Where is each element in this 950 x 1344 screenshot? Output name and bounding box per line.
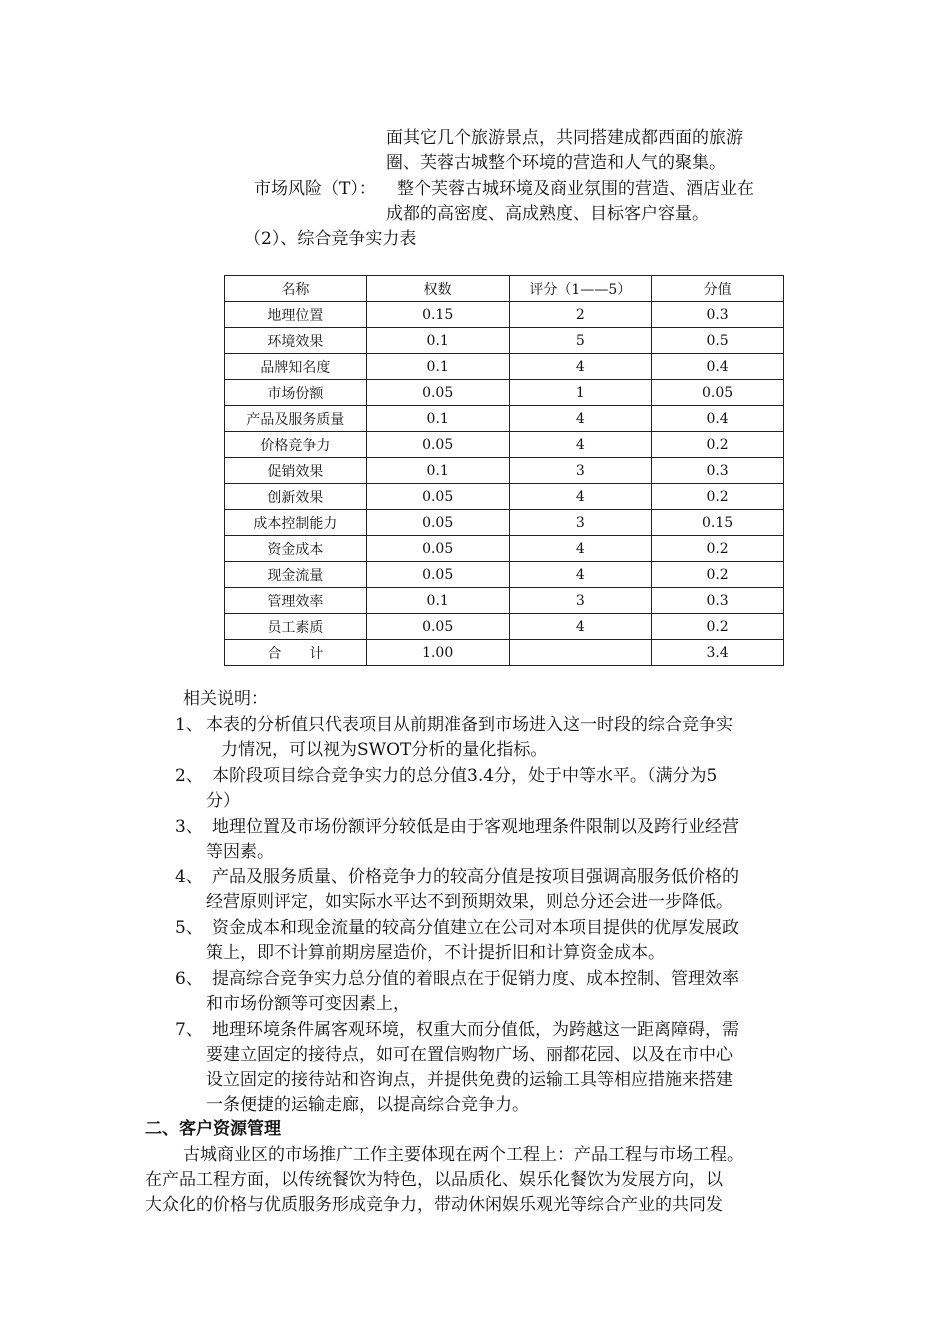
notes-title: 相关说明： [183, 689, 268, 709]
cell-score: 4 [509, 432, 652, 458]
cell-value: 0.2 [652, 536, 784, 562]
cell-value: 3.4 [652, 640, 784, 666]
cell-name: 成本控制能力 [225, 510, 367, 536]
table-row [225, 328, 784, 354]
note-num-5: 5、 [175, 918, 203, 938]
cell-name: 合 计 [225, 640, 367, 666]
table-row [225, 562, 784, 588]
cell-value: 0.2 [652, 432, 784, 458]
risk-label: 市场风险（T）： [254, 179, 376, 199]
table-row [225, 302, 784, 328]
table-row [225, 614, 784, 640]
cell-score: 4 [509, 562, 652, 588]
cell-score: 3 [509, 588, 652, 614]
intro-line-1: 面其它几个旅游景点，共同搭建成都西面的旅游 [386, 128, 743, 148]
table-row [225, 458, 784, 484]
header-score: 评分（1——5） [509, 276, 652, 302]
cell-name: 促销效果 [225, 458, 367, 484]
paragraph-line: 在产品工程方面，以传统餐饮为特色，以品质化、娱乐化餐饮为发展方向，以 [145, 1170, 723, 1190]
note-line: 提高综合竞争实力总分值的着眼点在于促销力度、成本控制、管理效率 [212, 969, 739, 989]
cell-value: 0.4 [652, 406, 784, 432]
cell-value: 0.3 [652, 458, 784, 484]
cell-name: 市场份额 [225, 380, 367, 406]
cell-weight: 0.05 [366, 562, 509, 588]
note-line: 和市场份额等可变因素上， [206, 994, 410, 1014]
note-line: 力情况，可以视为SWOT分析的量化指标。 [221, 740, 548, 760]
note-line: 一条便捷的运输走廊，以提高综合竞争力。 [206, 1095, 529, 1115]
paragraph-line: 大众化的价格与优质服务形成竞争力，带动休闲娱乐观光等综合产业的共同发 [145, 1195, 723, 1215]
table-row [225, 406, 784, 432]
cell-score: 4 [509, 406, 652, 432]
cell-weight: 0.1 [366, 406, 509, 432]
note-line: 产品及服务质量、价格竞争力的较高分值是按项目强调高服务低价格的 [212, 867, 739, 887]
note-line: 经营原则评定，如实际水平达不到预期效果，则总分还会进一步降低。 [206, 892, 733, 912]
cell-score: 2 [509, 302, 652, 328]
cell-name: 创新效果 [225, 484, 367, 510]
cell-weight: 0.05 [366, 510, 509, 536]
note-line: 要建立固定的接待点，如可在置信购物广场、丽都花园、以及在市中心 [206, 1045, 733, 1065]
note-num-6: 6、 [175, 969, 203, 989]
table-row [225, 354, 784, 380]
header-weight: 权数 [366, 276, 509, 302]
note-line: 地理环境条件属客观环境，权重大而分值低，为跨越这一距离障碍，需 [212, 1020, 739, 1040]
competitiveness-table [224, 275, 784, 666]
cell-value: 0.3 [652, 302, 784, 328]
header-name: 名称 [225, 276, 367, 302]
note-num-3: 3、 [175, 817, 203, 837]
cell-weight: 0.1 [366, 354, 509, 380]
cell-name: 资金成本 [225, 536, 367, 562]
table-row [225, 484, 784, 510]
cell-weight: 1.00 [366, 640, 509, 666]
table-header-row [225, 276, 784, 302]
cell-value: 0.05 [652, 380, 784, 406]
note-line: 策上，即不计算前期房屋造价，不计提折旧和计算资金成本。 [206, 943, 665, 963]
cell-weight: 0.05 [366, 432, 509, 458]
cell-name: 价格竞争力 [225, 432, 367, 458]
cell-value: 0.4 [652, 354, 784, 380]
note-line: 资金成本和现金流量的较高分值建立在公司对本项目提供的优厚发展政 [212, 918, 739, 938]
cell-name: 现金流量 [225, 562, 367, 588]
cell-weight: 0.1 [366, 588, 509, 614]
note-num-2: 2、 [175, 766, 203, 786]
cell-value: 0.5 [652, 328, 784, 354]
risk-line-2: 成都的高密度、高成熟度、目标客户容量。 [386, 204, 709, 224]
cell-score: 5 [509, 328, 652, 354]
cell-weight: 0.05 [366, 536, 509, 562]
intro-line-2: 圈、芙蓉古城整个环境的营造和人气的聚集。 [386, 153, 726, 173]
table-row [225, 510, 784, 536]
cell-name: 员工素质 [225, 614, 367, 640]
cell-name: 品牌知名度 [225, 354, 367, 380]
cell-name: 管理效率 [225, 588, 367, 614]
cell-score: 4 [509, 614, 652, 640]
paragraph-line: 古城商业区的市场推广工作主要体现在两个工程上：产品工程与市场工程。 [183, 1145, 744, 1165]
cell-name: 产品及服务质量 [225, 406, 367, 432]
note-line: 地理位置及市场份额评分较低是由于客观地理条件限制以及跨行业经营 [212, 817, 739, 837]
cell-value: 0.2 [652, 614, 784, 640]
note-line: 本阶段项目综合竞争实力的总分值3.4分，处于中等水平。（满分为5 [212, 766, 718, 786]
note-num-1: 1、 [175, 715, 203, 735]
table-total-row [225, 640, 784, 666]
table-row [225, 432, 784, 458]
cell-value: 0.2 [652, 484, 784, 510]
cell-value: 0.2 [652, 562, 784, 588]
note-line: 等因素。 [206, 842, 274, 862]
cell-score [509, 640, 652, 666]
table-row [225, 588, 784, 614]
cell-weight: 0.1 [366, 458, 509, 484]
table-row [225, 536, 784, 562]
cell-value: 0.3 [652, 588, 784, 614]
cell-score: 4 [509, 354, 652, 380]
cell-score: 1 [509, 380, 652, 406]
cell-score: 4 [509, 484, 652, 510]
cell-score: 3 [509, 458, 652, 484]
cell-score: 3 [509, 510, 652, 536]
risk-line-1: 整个芙蓉古城环境及商业氛围的营造、酒店业在 [397, 179, 754, 199]
table-caption: （2）、综合竞争实力表 [244, 229, 417, 249]
note-num-7: 7、 [175, 1020, 203, 1040]
cell-score: 4 [509, 536, 652, 562]
cell-weight: 0.1 [366, 328, 509, 354]
note-line: 分） [206, 791, 240, 811]
cell-name: 环境效果 [225, 328, 367, 354]
cell-weight: 0.15 [366, 302, 509, 328]
header-value: 分值 [652, 276, 784, 302]
cell-weight: 0.05 [366, 484, 509, 510]
note-num-4: 4、 [175, 867, 203, 887]
note-line: 本表的分析值只代表项目从前期准备到市场进入这一时段的综合竞争实 [206, 715, 733, 735]
cell-weight: 0.05 [366, 614, 509, 640]
cell-name: 地理位置 [225, 302, 367, 328]
note-line: 设立固定的接待站和咨询点，并提供免费的运输工具等相应措施来搭建 [206, 1070, 733, 1090]
cell-value: 0.15 [652, 510, 784, 536]
cell-weight: 0.05 [366, 380, 509, 406]
section-heading: 二、客户资源管理 [145, 1119, 281, 1139]
table-row [225, 380, 784, 406]
